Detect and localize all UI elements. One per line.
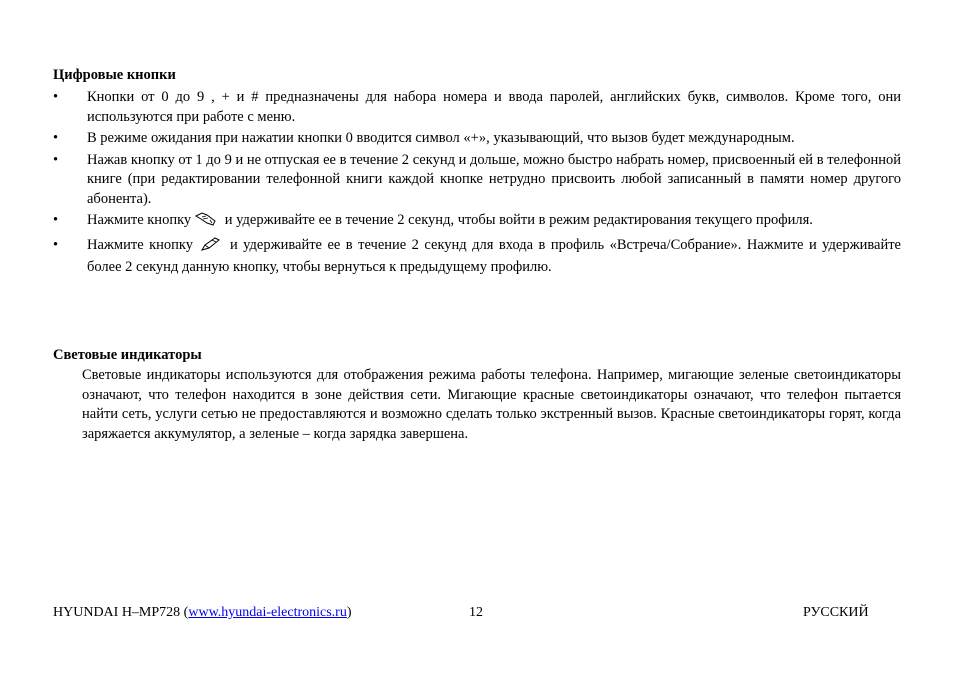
page-number: 12 <box>469 605 483 620</box>
website-link[interactable]: www.hyundai-electronics.ru <box>188 605 347 620</box>
section-heading-digital-keys: Цифровые кнопки <box>53 67 176 83</box>
bullet-icon: • <box>53 151 59 168</box>
phone-key-icon <box>193 211 219 234</box>
list-item <box>53 129 901 149</box>
footer-brand-text: HYUNDAI H–MP728 ( <box>53 605 189 620</box>
digital-keys-list <box>53 88 901 280</box>
list-item <box>53 151 901 210</box>
pencil-key-icon <box>200 236 222 259</box>
bullet-icon: • <box>53 236 59 253</box>
list-item <box>53 211 901 234</box>
list-item-text-after: и удерживайте ее в течение 2 секунд, чтобы войти в режим редактирования текущего профиля. <box>221 212 813 228</box>
list-item-text-before: Нажмите кнопку <box>87 212 192 228</box>
list-item-text: Кнопки от 0 до 9 , + и # предназначены для набора номера и ввода паролей, английских букв, символов. Кроме того, они используются при работе с меню. <box>87 89 901 125</box>
list-item-text-before: Нажмите кнопку <box>87 236 199 253</box>
list-item <box>53 88 901 127</box>
footer-language: РУССКИЙ <box>803 605 869 620</box>
section-heading-light-indicators: Световые индикаторы <box>53 347 202 363</box>
footer-brand <box>53 603 352 623</box>
list-item-text: Нажав кнопку от 1 до 9 и не отпуская ее в течение 2 секунд и дольше, можно быстро набрать номер, присвоенный ей в телефонной книге (при редактировании телефонной книги каждой кнопке нетрудно присвоить любой записанный в памяти номер другого абонента). <box>87 151 901 207</box>
bullet-icon: • <box>53 130 59 146</box>
list-item <box>53 236 901 278</box>
footer-brand-close: ) <box>346 605 352 620</box>
bullet-icon: • <box>53 89 59 105</box>
list-item-text: В режиме ожидания при нажатии кнопки 0 вводится символ «+», указывающий, что вызов будет международным. <box>87 130 795 146</box>
light-indicators-paragraph: Световые индикаторы используются для отображения режима работы телефона. Например, мигающие зеленые светоиндикаторы означают, что телефон находится в зоне действия сети. Мигающие красные светоиндикаторы означают, что телефон пытается найти сеть, услуги сетью не предоставляются и возможно сделать только экстренный вызов. Красные светоиндикаторы горят, когда заряжается аккумулятор, а зеленые – когда зарядка завершена. <box>82 367 901 442</box>
bullet-icon: • <box>53 212 59 228</box>
list-item-text-after: и удерживайте ее в течение 2 секунд для входа в профиль «Встреча/Собрание». Нажмите и удерживайте более 2 секунд данную кнопку, чтобы вернуться к предыдущему профилю. <box>87 236 901 275</box>
